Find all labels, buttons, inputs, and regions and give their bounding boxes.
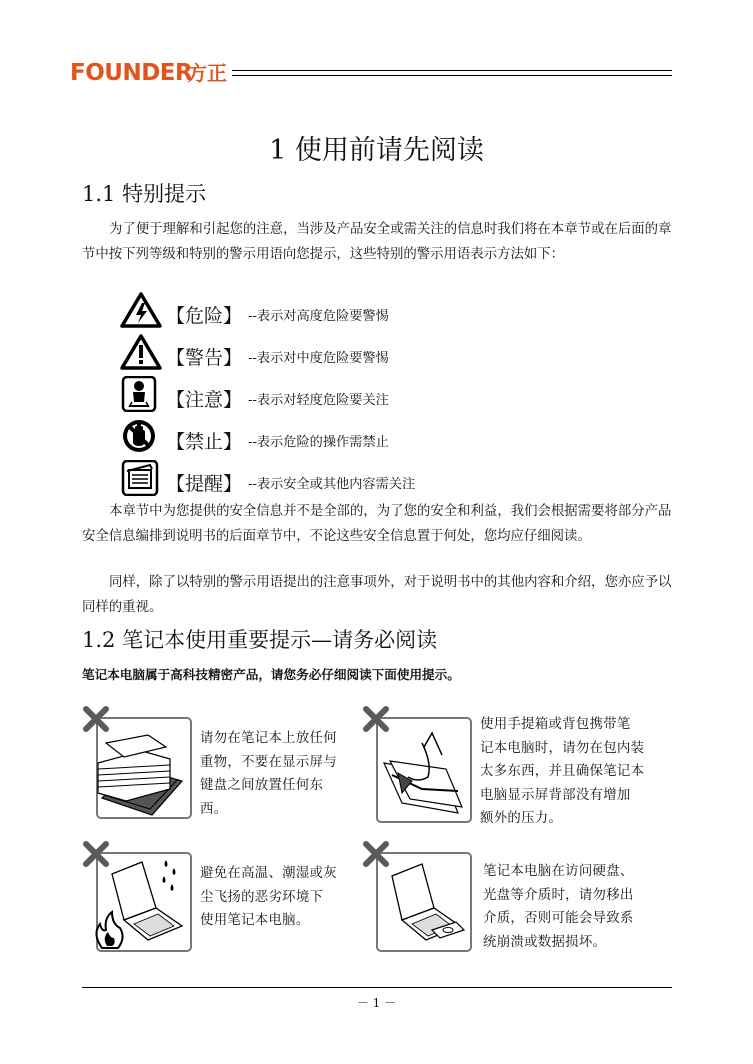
tip-line: 避免在高温、潮湿或灰 bbox=[200, 866, 337, 881]
tip-text bbox=[200, 862, 365, 933]
tip-line: 西。 bbox=[200, 801, 228, 817]
tip-text bbox=[480, 713, 675, 831]
laptop-fire-water-icon bbox=[82, 838, 194, 958]
tip-text bbox=[483, 860, 675, 954]
tip-line: 电脑显示屏背部没有增加 bbox=[480, 787, 631, 803]
warning-level-row bbox=[120, 460, 415, 496]
laptop-disk-access-icon bbox=[362, 838, 474, 958]
intro-paragraph: 为了便于理解和引起您的注意，当涉及产品安全或需关注的信息时我们将在本章节或在后面的章节中按下列等级和特别的警示用语向您提示，这些特别的警示用语表示方法如下： bbox=[82, 222, 672, 262]
svg-text:方正: 方正 bbox=[187, 61, 227, 85]
level-description: --表示对轻度危险要关注 bbox=[248, 393, 389, 408]
tip-line: 光盘等介质时，请勿移出 bbox=[483, 887, 634, 903]
level-description: --表示危险的操作需禁止 bbox=[248, 435, 389, 450]
laptop-in-bag-icon bbox=[362, 703, 474, 825]
header-rule bbox=[232, 70, 672, 71]
page-number: － 1 － bbox=[356, 996, 397, 1010]
level-name: 【注意】 bbox=[166, 389, 243, 411]
svg-text:FOUNDER: FOUNDER bbox=[70, 60, 193, 86]
tip-line: 尘飞扬的恶劣环境下 bbox=[200, 889, 324, 905]
level-description: --表示对高度危险要警惕 bbox=[248, 309, 389, 324]
tip-line: 太多东西，并且确保笔记本 bbox=[480, 764, 645, 779]
warning-level-row bbox=[120, 418, 389, 454]
tip-line: 重物，不要在显示屏与 bbox=[200, 754, 337, 770]
header-rule bbox=[232, 75, 672, 76]
stacked-books-on-laptop-icon bbox=[82, 703, 194, 825]
tip-line: 键盘之间放置任何东 bbox=[200, 778, 324, 793]
tip-line: 统崩溃或数据损坏。 bbox=[483, 934, 607, 950]
attention-paragraph: 同样，除了以特别的警示用语提出的注意事项外，对于说明书中的其他内容和介绍，您亦应予以同样的重视。 bbox=[82, 575, 672, 615]
section-title: 1.2 笔记本使用重要提示—请务必阅读 bbox=[82, 628, 438, 652]
tip-line: 使用笔记本电脑。 bbox=[200, 913, 310, 928]
level-description: --表示安全或其他内容需关注 bbox=[248, 477, 416, 492]
chapter-title: 1 使用前请先阅读 bbox=[269, 135, 484, 166]
founder-logo bbox=[70, 57, 230, 87]
tip-line: 介质，否则可能会导致系 bbox=[483, 911, 634, 926]
tip-illustration bbox=[82, 838, 194, 958]
level-name: 【危险】 bbox=[166, 305, 243, 327]
warning-level-row bbox=[120, 334, 389, 370]
level-name: 【提醒】 bbox=[166, 473, 243, 495]
lead-note: 笔记本电脑属于高科技精密产品，请您务必仔细阅读下面使用提示。 bbox=[82, 667, 460, 682]
prohibited-icon bbox=[120, 418, 162, 454]
tip-illustration bbox=[82, 703, 194, 825]
tip-line: 额外的压力。 bbox=[480, 811, 563, 826]
level-name: 【禁止】 bbox=[166, 431, 243, 453]
tip-line: 记本电脑时，请勿在包内装 bbox=[480, 740, 645, 756]
section-title: 1.1 特别提示 bbox=[82, 182, 207, 206]
level-description: --表示对中度危险要警惕 bbox=[248, 351, 389, 366]
caution-icon bbox=[120, 376, 162, 412]
tip-illustration bbox=[362, 703, 474, 825]
level-name: 【警告】 bbox=[166, 347, 243, 369]
tip-line: 使用手提箱或背包携带笔 bbox=[480, 717, 631, 732]
tip-text bbox=[200, 727, 365, 821]
tip-line: 笔记本电脑在访问硬盘、 bbox=[483, 864, 634, 879]
danger-icon bbox=[120, 292, 162, 328]
reminder-icon bbox=[120, 460, 162, 496]
safety-paragraph: 本章节中为您提供的安全信息并不是全部的，为了您的安全和利益，我们会根据需要将部分产品安全信息编排到说明书的后面章节中，不论这些安全信息置于何处，您均应仔细阅读。 bbox=[82, 504, 672, 544]
warning-level-row bbox=[120, 292, 389, 328]
tip-illustration bbox=[362, 838, 474, 958]
tip-line: 请勿在笔记本上放任何 bbox=[200, 731, 337, 746]
warning-level-row bbox=[120, 376, 389, 412]
warning-icon bbox=[120, 334, 162, 370]
footer-rule bbox=[82, 987, 672, 988]
